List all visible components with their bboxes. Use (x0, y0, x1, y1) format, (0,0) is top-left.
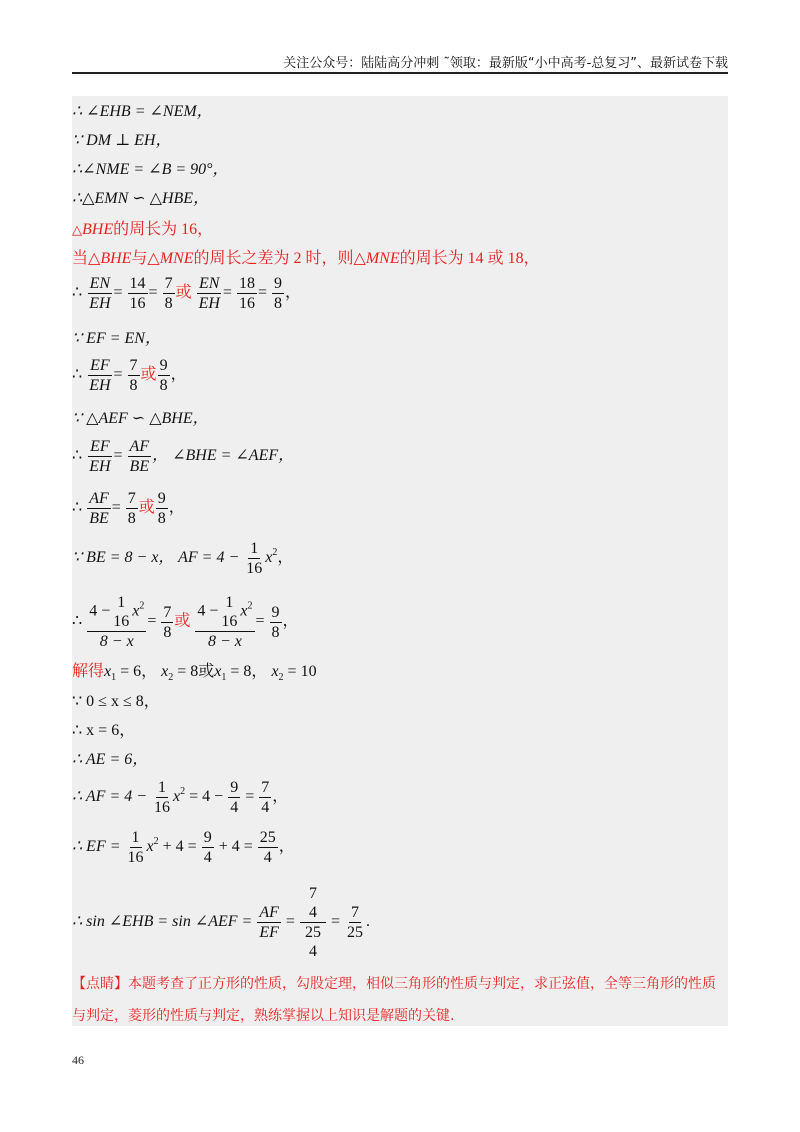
header-rule (72, 72, 728, 74)
fraction: $\frac{7}{8}$ (163, 603, 172, 641)
compound-fraction (300, 884, 326, 961)
step-line-21: ∴ sin ∠EHB = sin ∠AEF = $\frac{AF}{EF}$ = 7 4 25 4 = $\frac{7}{25}$ . (72, 885, 370, 960)
fraction: $\frac{1}{16}$ (246, 540, 263, 577)
fraction: $\frac{9}{8}$ (159, 357, 168, 394)
fraction: $\frac{AF}{BE}$ (89, 490, 109, 527)
compound-fraction: 4 − 1 16 $x^2$ 8 − x (197, 594, 253, 650)
fraction: $\frac{25}{4}$ (259, 829, 276, 866)
fraction: 1 16 (113, 594, 130, 630)
step-line-4: ∴△EMN ∽ △HBE， (72, 190, 210, 207)
step-line-7: ∴ $\frac{EN}{EH}$ = $\frac{14}{16}$ = $\frac{7}{8}$ 或 $\frac{EN}{EH}$ = $\frac{18}{16}$ = $\frac{9}{8}$ ， (72, 275, 301, 312)
page-number: 46 (72, 1053, 84, 1067)
fraction: $\frac{EN}{EH}$ (198, 275, 220, 312)
step-line-8: ∵ EF = EN， (72, 330, 161, 347)
step-line-11: ∴ $\frac{EF}{EH}$ = $\frac{AF}{BE}$ ， ∠BHE = ∠AEF， (72, 438, 295, 475)
step-line-13: ∵ BE = 8 − x， AF = 4 − $\frac{1}{16}$ $x^2$， (72, 540, 294, 577)
fraction: $\frac{9}{8}$ (273, 275, 282, 312)
step-line-5: △BHE的周长为 16， (72, 221, 214, 238)
fraction: $\frac{9}{8}$ (271, 603, 280, 641)
fraction: $\frac{AF}{BE}$ (129, 438, 150, 475)
compound-fraction: 4 − 1 16 $x^2$ 8 − x (89, 594, 145, 650)
step-line-12: ∴ $\frac{AF}{BE}$ = $\frac{7}{8}$ 或 $\frac{9}{8}$ ， (72, 490, 185, 527)
step-line-17: ∴ x = 6， (72, 722, 136, 739)
fraction: $\frac{7}{8}$ (164, 275, 173, 312)
fraction: $\frac{EF}{EH}$ (89, 438, 111, 475)
step-line-20: ∴ EF = $\frac{1}{16}$ $x^2 + 4$ = $\frac{9}{4}$ + 4 = $\frac{25}{4}$ ， (72, 829, 295, 866)
fraction: $\frac{1}{16}$ (154, 779, 171, 816)
fraction: 25 4 (304, 924, 321, 960)
fraction: 7 4 (308, 885, 317, 921)
fraction: $\frac{EN}{EH}$ (89, 275, 111, 312)
step-line-19: ∴ AF = 4 − $\frac{1}{16}$ $x^2 = 4$ − $\frac{9}{4}$ = $\frac{7}{4}$ ， (72, 779, 289, 816)
fraction: $\frac{9}{4}$ (203, 829, 212, 866)
fraction: $\frac{9}{4}$ (230, 779, 239, 816)
step-line-3: ∴∠NME = ∠B = 90°， (72, 161, 229, 178)
fraction: 1 16 (221, 594, 238, 630)
step-line-18: ∴ AE = 6， (72, 751, 149, 768)
step-line-15: 解得$x_1 = 6$， $x_2 = 8$或$x_1 = 8$， $x_2 = 10$ (72, 663, 317, 683)
fraction: $\frac{7}{8}$ (127, 490, 136, 527)
step-line-16: ∵ 0 ≤ x ≤ 8， (72, 693, 160, 710)
fraction: $\frac{1}{16}$ (127, 829, 144, 866)
solution-block (72, 96, 728, 1026)
step-line-14: ∴ 4 − 1 16 $x^2$ 8 − x = $\frac{7}{8}$ 或 4 − 1 16 $x^2$ 8 − x = $\frac{9}{8}$ ， (72, 594, 299, 650)
step-line-6: 当△BHE与△MNE的周长之差为 2 时，则△MNE的周长为 14 或 18， (72, 250, 540, 267)
step-line-1: ∴ ∠EHB = ∠NEM， (72, 103, 213, 120)
fraction: $\frac{14}{16}$ (129, 275, 146, 312)
page-header: 关注公众号：陆陆高分冲刺 ˜领取：最新版“小中高考-总复习”、最新试卷下载 (283, 56, 728, 71)
fraction: $\frac{7}{4}$ (261, 779, 270, 816)
fraction: $\frac{18}{16}$ (238, 275, 255, 312)
step-line-9: ∴ $\frac{EF}{EH}$ = $\frac{7}{8}$ 或 $\frac{9}{8}$ ， (72, 357, 187, 394)
step-line-10: ∵ △AEF ∽ △BHE， (72, 410, 209, 427)
fraction: $\frac{AF}{EF}$ (259, 904, 279, 941)
fraction: $\frac{7}{8}$ (129, 357, 138, 394)
fraction: $\frac{7}{25}$ (346, 904, 363, 941)
step-line-2: ∵ DM ⊥ EH， (72, 132, 172, 149)
fraction: $\frac{EF}{EH}$ (89, 357, 111, 394)
fraction: $\frac{9}{8}$ (157, 490, 166, 527)
key-point-note: 【点睛】本题考查了正方形的性质，勾股定理，相似三角形的性质与判定，求正弦值，全等三角形的性质与判定，菱形的性质与判定，熟练掌握以上知识是解题的关键. (72, 976, 716, 1024)
